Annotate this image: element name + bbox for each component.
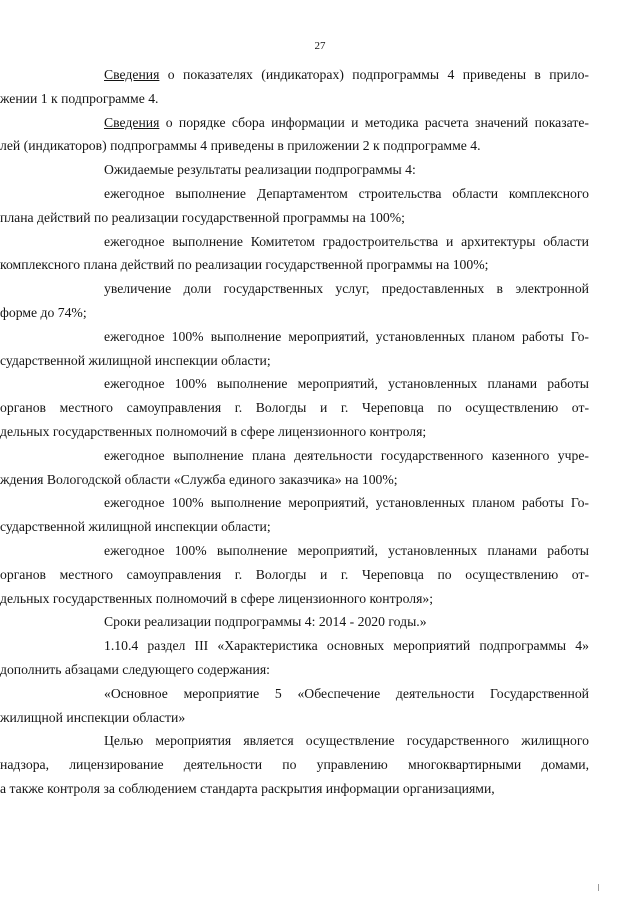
line-text: форме до 74%; <box>0 304 87 320</box>
text-line <box>104 158 589 182</box>
text-line <box>0 253 589 277</box>
text-line <box>0 468 589 492</box>
line-text: увеличение доли государственных услуг, предоставленных в электронной <box>104 281 589 297</box>
paragraph <box>0 325 589 373</box>
line-text: Целью мероприятия является осуществление государственного жилищного <box>104 733 589 749</box>
reference-link[interactable]: Сведения <box>104 114 160 130</box>
line-text: жилищной инспекции области» <box>0 709 186 725</box>
text-line <box>0 515 589 539</box>
line-text: 1.10.4 раздел III «Характеристика основных мероприятий подпрограммы 4» <box>104 638 589 654</box>
paragraph <box>0 63 589 111</box>
paragraph <box>0 444 589 492</box>
text-line <box>0 349 589 373</box>
document-body <box>0 63 589 801</box>
page-number: 27 <box>314 40 326 52</box>
line-text: о порядке сбора информации и методика расчета значений показате- <box>159 114 589 130</box>
text-line <box>104 491 589 515</box>
reference-link[interactable]: Сведения <box>104 67 160 82</box>
text-line <box>104 277 589 301</box>
paragraph <box>0 491 589 539</box>
line-text: дополнить абзацами следующего содержания: <box>0 661 270 677</box>
text-line <box>0 658 589 682</box>
line-text: сударственной жилищной инспекции области; <box>0 352 271 368</box>
paragraph <box>0 682 589 730</box>
line-text: Сроки реализации подпрограммы 4: 2014 - 2020 годы.» <box>104 614 427 630</box>
text-line <box>104 610 589 634</box>
text-line <box>104 325 589 349</box>
line-text: ждения Вологодской области «Служба единого заказчика» на 100%; <box>0 471 398 487</box>
paragraph <box>0 277 589 325</box>
text-line <box>104 729 589 753</box>
text-line <box>104 539 589 563</box>
paragraph <box>0 634 589 682</box>
scan-edge-mark <box>598 884 599 891</box>
line-text: комплексного плана действий по реализации государственной программы на 100%; <box>0 257 489 273</box>
line-text: лей (индикаторов) подпрограммы 4 приведены в приложении 2 к подпрограмме 4. <box>0 138 481 154</box>
text-line <box>104 111 589 135</box>
text-line <box>104 182 589 206</box>
paragraph <box>0 372 589 443</box>
line-text: дельных государственных полномочий в сфере лицензионного контроля»; <box>0 590 434 606</box>
paragraph <box>0 230 589 278</box>
text-line <box>104 444 589 468</box>
line-text: о показателях (индикаторах) подпрограммы 4 приведены в прило- <box>159 67 589 82</box>
line-text: ежегодное выполнение Комитетом градостроительства и архитектуры области <box>104 233 589 249</box>
line-text: Ожидаемые результаты реализации подпрограммы 4: <box>104 162 416 178</box>
text-line <box>0 777 589 801</box>
line-text: жении 1 к подпрограмме 4. <box>0 90 159 106</box>
text-line <box>0 706 589 730</box>
line-text: плана действий по реализации государственной программы на 100%; <box>0 209 405 225</box>
text-line <box>0 134 589 158</box>
paragraph <box>0 729 589 800</box>
line-text: надзора, лицензирование деятельности по управлению многоквартирными домами, <box>0 757 589 773</box>
text-line <box>104 63 589 87</box>
line-text: органов местного самоуправления г. Вологды и г. Череповца по осуществлению от- <box>0 400 589 416</box>
text-line <box>0 753 589 777</box>
text-line <box>0 563 589 587</box>
text-line <box>104 230 589 254</box>
line-text: ежегодное 100% выполнение мероприятий, установленных планами работы <box>104 376 589 392</box>
line-text: ежегодное 100% выполнение мероприятий, установленных планом работы Го- <box>104 495 589 511</box>
line-text: ежегодное 100% выполнение мероприятий, установленных планами работы <box>104 542 589 558</box>
text-line <box>0 587 589 611</box>
line-text: ежегодное выполнение Департаментом строительства области комплексного <box>104 185 589 201</box>
line-text: ежегодное выполнение плана деятельности государственного казенного учре- <box>104 447 589 463</box>
text-line <box>0 301 589 325</box>
line-text: дельных государственных полномочий в сфере лицензионного контроля; <box>0 423 427 439</box>
text-line <box>104 634 589 658</box>
paragraph <box>104 610 589 634</box>
text-line <box>0 206 589 230</box>
paragraph <box>0 539 589 610</box>
line-text: «Основное мероприятие 5 «Обеспечение деятельности Государственной <box>104 685 589 701</box>
text-line <box>104 682 589 706</box>
text-line <box>0 87 589 111</box>
line-text: ежегодное 100% выполнение мероприятий, установленных планом работы Го- <box>104 328 589 344</box>
paragraph <box>0 182 589 230</box>
text-line <box>104 372 589 396</box>
text-line <box>0 396 589 420</box>
line-text: сударственной жилищной инспекции области; <box>0 519 271 535</box>
text-line <box>0 420 589 444</box>
paragraph <box>104 158 589 182</box>
line-text: органов местного самоуправления г. Вологды и г. Череповца по осуществлению от- <box>0 566 589 582</box>
paragraph <box>0 111 589 159</box>
line-text: а также контроля за соблюдением стандарта раскрытия информации организациями, <box>0 780 495 796</box>
